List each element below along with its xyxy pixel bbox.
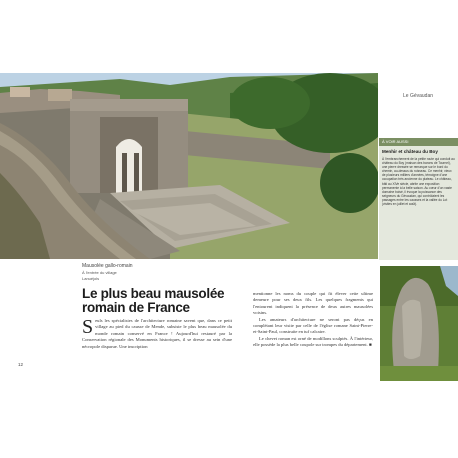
photo-caption-line: À l'entrée du village <box>82 270 117 275</box>
sidebar-title: Menhir et château du Boy <box>382 149 438 154</box>
article-title-line1: Le plus beau mausolée <box>82 286 225 301</box>
sidebar-body: À l'embranchement de la petite route qui conduit au château du Boy (maison des barons de Tournel), une pierre dressée se remarque sur le bord du chemin, au-dessus du ruisseau. Ce menhir, vieux de plusieurs milliers d'années, témoigne d'une occupation très ancienne du plateau. Le château, bâti au XIVe siècle, abrite une exposition permanente à la belle saison. Au cœur d'un vaste domaine boisé, il évoque la puissance des seigneurs du Gévaudan, qui contrôlaient les passages entre les causses et la vallée du Lot (visites en juillet et août). <box>382 157 455 207</box>
photo-caption-location: Lanuéjols <box>82 276 100 281</box>
article-column-2 <box>253 291 373 349</box>
drop-cap: S <box>82 316 94 338</box>
article-paragraph: Le chevet roman est orné de modillons sculptés. À l'intérieur, elle possède la plus belle coupole sur trompes du département. ■ <box>253 335 373 348</box>
page-number: 12 <box>18 362 24 367</box>
menhir-photo <box>380 266 458 381</box>
article-column-1-text: euls les spécialistes de l'architecture romaine savent que, dans ce petit village au pied du causse de Mende, subsiste le plus beau mausolée du monde romain conservé en France ! Aujourd'hui restauré par la Conservation régionale des Monuments historiques, il se dresse au sein d'une nécropole disparue. Une inscription <box>82 318 232 349</box>
article-title-line2: romain de France <box>82 300 190 315</box>
photo-caption-title: Mausolée gallo-romain <box>82 263 133 269</box>
mausoleum-illustration <box>0 73 378 259</box>
mausoleum-photo <box>0 73 378 259</box>
article-paragraph: Les amateurs d'architecture ne seront pas déçus en complétant leur visite par celle de l'église romane Saint-Pierre-et-Saint-Paul, construite en tuf calcaire. <box>253 316 373 335</box>
sidebar-kicker: À VOIR AUSSI <box>382 139 409 144</box>
article-column-1 <box>82 318 232 350</box>
article-paragraph: mentionne les noms du couple qui fit élever cette ultime demeure pour ses deux fils. Les quelques fragments qui l'entourent indiquent la présence de deux autres mausolées voisins. <box>253 291 373 316</box>
menhir-illustration <box>380 266 458 381</box>
article-title <box>82 287 232 315</box>
section-label: Le Gévaudan <box>403 93 434 99</box>
